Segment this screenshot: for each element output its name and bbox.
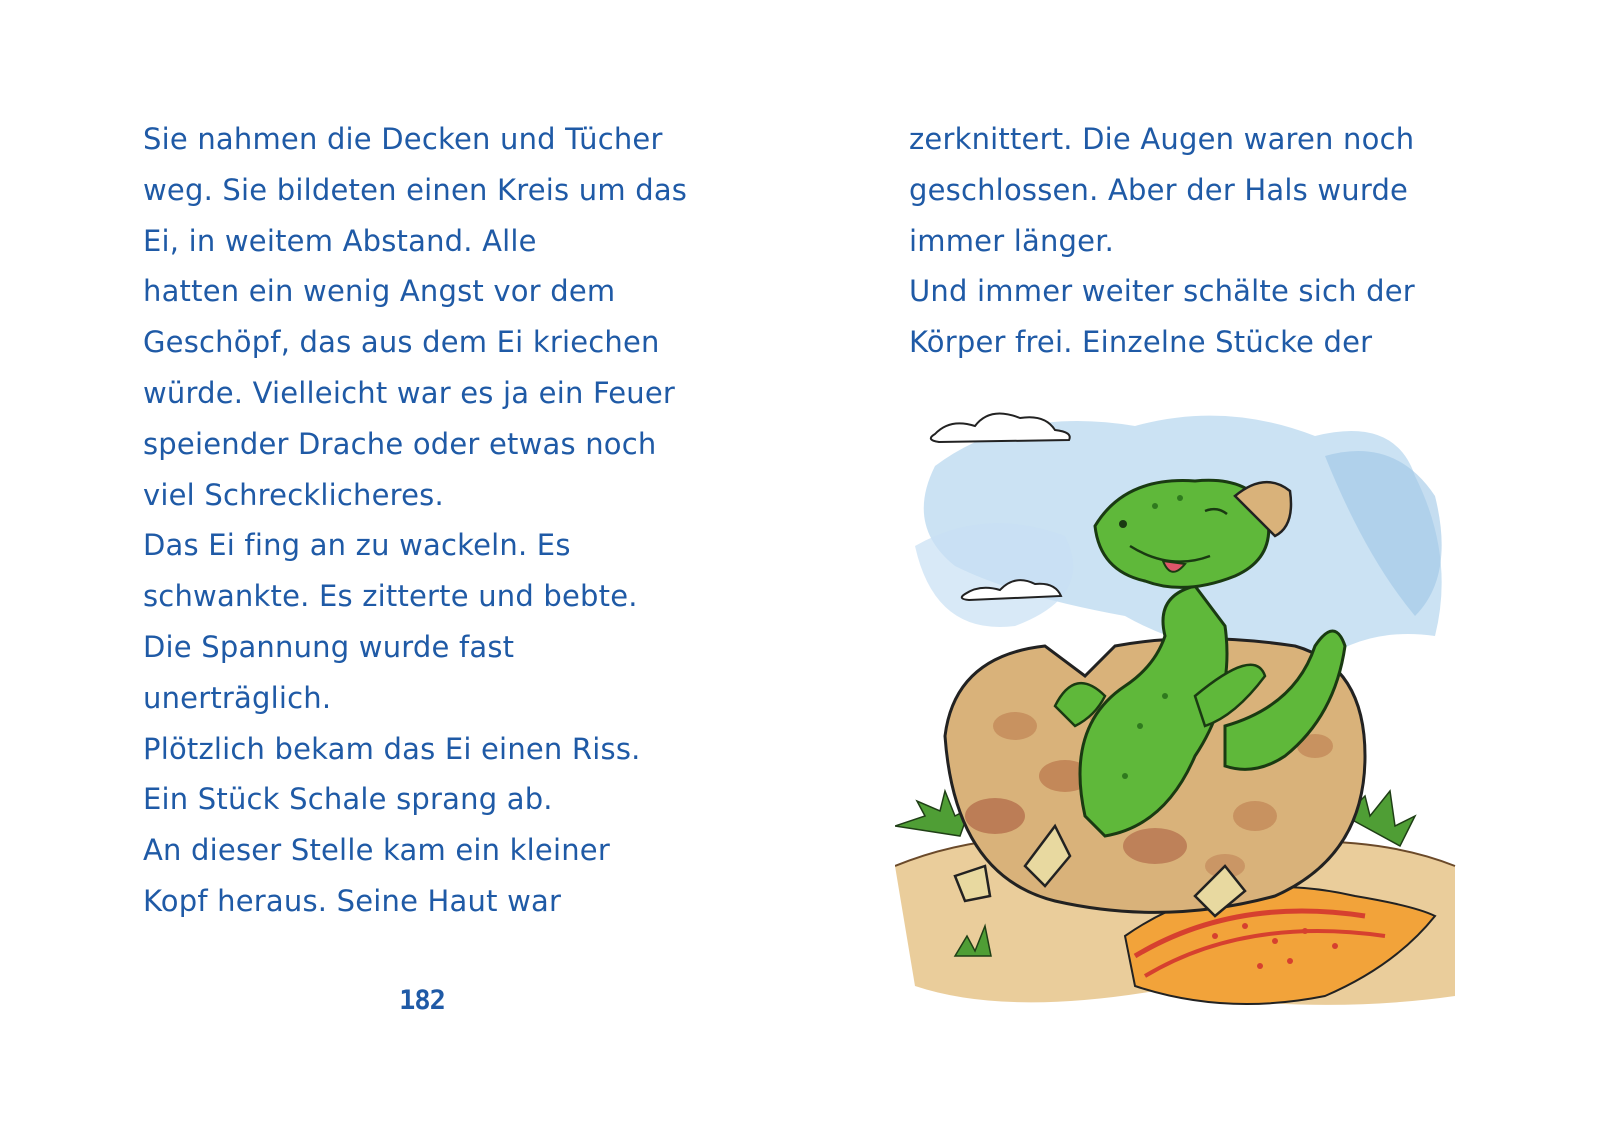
text-line: Körper frei. Einzelne Stücke der xyxy=(909,325,1373,360)
cloud-icon xyxy=(931,414,1070,443)
text-line: Und immer weiter schälte sich der xyxy=(909,274,1415,309)
text-line: weg. Sie bildeten einen Kreis um das xyxy=(143,172,688,207)
text-line: Das Ei fing an zu wackeln. Es xyxy=(143,528,571,563)
text-line: immer länger. xyxy=(909,223,1115,258)
right-page-text xyxy=(909,114,1415,368)
left-page-text xyxy=(143,114,687,927)
text-line: Ei, in weitem Abstand. Alle xyxy=(143,223,537,258)
text-line: geschlossen. Aber der Hals wurde xyxy=(909,172,1409,207)
page-number: 182 xyxy=(399,985,445,1016)
text-line: viel Schrecklicheres. xyxy=(143,477,444,512)
text-line: Kopf heraus. Seine Haut war xyxy=(143,883,562,918)
text-line: Sie nahmen die Decken und Tücher xyxy=(143,122,663,156)
text-line: Die Spannung wurde fast xyxy=(143,629,515,664)
text-line: hatten ein wenig Angst vor dem xyxy=(143,274,616,309)
text-line: An dieser Stelle kam ein kleiner xyxy=(143,833,610,868)
text-line: speiender Drache oder etwas noch xyxy=(143,426,657,461)
baby-dragon-hatching-illustration xyxy=(895,396,1465,1036)
text-line: schwankte. Es zitterte und bebte. xyxy=(143,579,638,614)
text-line: zerknittert. Die Augen waren noch xyxy=(909,122,1415,156)
text-line: Ein Stück Schale sprang ab. xyxy=(143,782,553,817)
text-line: Geschöpf, das aus dem Ei kriechen xyxy=(143,325,660,360)
text-line: Plötzlich bekam das Ei einen Riss. xyxy=(143,731,641,766)
text-line: würde. Vielleicht war es ja ein Feuer xyxy=(143,375,676,410)
text-line: unerträglich. xyxy=(143,680,332,715)
